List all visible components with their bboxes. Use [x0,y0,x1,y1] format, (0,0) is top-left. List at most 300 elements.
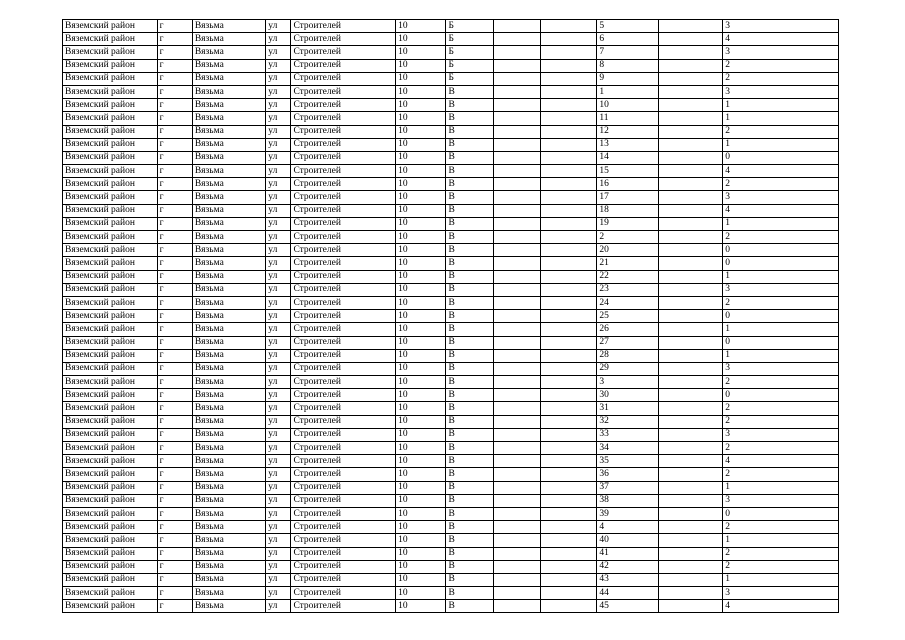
cell-building-letter: В [446,349,493,362]
cell-street-type: ул [266,349,291,362]
cell-empty-col-3 [658,72,722,85]
cell-residents-count: 3 [723,191,839,204]
cell-empty-col-1 [493,560,540,573]
cell-city: Вязьма [192,402,265,415]
cell-building-letter: В [446,507,493,520]
cell-residents-count: 1 [723,270,839,283]
cell-empty-col-3 [658,191,722,204]
cell-settlement-type: г [157,442,192,455]
cell-building-letter: В [446,481,493,494]
cell-street-type: ул [266,244,291,257]
cell-district: Вяземский район [63,46,158,59]
cell-street: Строителей [291,296,396,309]
cell-empty-col-2 [541,468,597,481]
cell-settlement-type: г [157,455,192,468]
cell-empty-col-2 [541,323,597,336]
cell-settlement-type: г [157,534,192,547]
cell-city: Вязьма [192,481,265,494]
cell-house-number: 10 [396,415,446,428]
cell-district: Вяземский район [63,191,158,204]
cell-empty-col-1 [493,138,540,151]
cell-empty-col-2 [541,507,597,520]
cell-street: Строителей [291,573,396,586]
cell-street-type: ул [266,389,291,402]
cell-residents-count: 0 [723,257,839,270]
cell-empty-col-1 [493,547,540,560]
cell-building-letter: В [446,191,493,204]
cell-house-number: 10 [396,376,446,389]
cell-street-type: ул [266,99,291,112]
cell-building-letter: В [446,270,493,283]
cell-house-number: 10 [396,283,446,296]
cell-empty-col-2 [541,257,597,270]
cell-settlement-type: г [157,178,192,191]
cell-house-number: 10 [396,231,446,244]
cell-apartment-number: 32 [597,415,658,428]
cell-building-letter: В [446,257,493,270]
cell-settlement-type: г [157,481,192,494]
cell-city: Вязьма [192,270,265,283]
cell-empty-col-1 [493,481,540,494]
cell-empty-col-3 [658,257,722,270]
cell-street: Строителей [291,20,396,33]
cell-residents-count: 3 [723,85,839,98]
cell-empty-col-3 [658,402,722,415]
cell-city: Вязьма [192,600,265,613]
cell-building-letter: В [446,99,493,112]
cell-building-letter: В [446,468,493,481]
cell-street: Строителей [291,468,396,481]
cell-empty-col-3 [658,204,722,217]
cell-building-letter: Б [446,20,493,33]
cell-street: Строителей [291,402,396,415]
cell-settlement-type: г [157,310,192,323]
cell-street-type: ул [266,231,291,244]
cell-empty-col-2 [541,244,597,257]
cell-street-type: ул [266,191,291,204]
cell-house-number: 10 [396,573,446,586]
cell-settlement-type: г [157,283,192,296]
cell-empty-col-3 [658,600,722,613]
cell-district: Вяземский район [63,455,158,468]
cell-empty-col-2 [541,428,597,441]
table-row [63,138,839,151]
cell-empty-col-2 [541,310,597,323]
cell-empty-col-2 [541,573,597,586]
cell-house-number: 10 [396,600,446,613]
cell-street-type: ул [266,165,291,178]
cell-empty-col-2 [541,231,597,244]
cell-city: Вязьма [192,507,265,520]
table-row [63,547,839,560]
cell-empty-col-1 [493,376,540,389]
cell-empty-col-2 [541,455,597,468]
cell-district: Вяземский район [63,547,158,560]
cell-street: Строителей [291,547,396,560]
cell-city: Вязьма [192,33,265,46]
cell-city: Вязьма [192,125,265,138]
cell-building-letter: В [446,534,493,547]
cell-city: Вязьма [192,362,265,375]
cell-apartment-number: 34 [597,442,658,455]
table-row [63,99,839,112]
cell-street: Строителей [291,428,396,441]
cell-residents-count: 1 [723,138,839,151]
cell-house-number: 10 [396,112,446,125]
cell-settlement-type: г [157,231,192,244]
cell-residents-count: 2 [723,376,839,389]
cell-street: Строителей [291,323,396,336]
cell-residents-count: 0 [723,151,839,164]
cell-street-type: ул [266,85,291,98]
cell-empty-col-2 [541,547,597,560]
cell-residents-count: 0 [723,310,839,323]
cell-empty-col-2 [541,138,597,151]
cell-district: Вяземский район [63,376,158,389]
cell-apartment-number: 35 [597,455,658,468]
cell-district: Вяземский район [63,138,158,151]
address-table [62,19,839,613]
cell-city: Вязьма [192,455,265,468]
cell-house-number: 10 [396,204,446,217]
cell-district: Вяземский район [63,296,158,309]
cell-building-letter: В [446,178,493,191]
cell-city: Вязьма [192,323,265,336]
cell-building-letter: В [446,283,493,296]
cell-building-letter: В [446,217,493,230]
cell-residents-count: 1 [723,573,839,586]
cell-building-letter: В [446,310,493,323]
cell-empty-col-3 [658,494,722,507]
cell-district: Вяземский район [63,217,158,230]
cell-empty-col-2 [541,521,597,534]
cell-residents-count: 1 [723,112,839,125]
cell-residents-count: 1 [723,481,839,494]
cell-apartment-number: 15 [597,165,658,178]
cell-settlement-type: г [157,415,192,428]
cell-settlement-type: г [157,507,192,520]
cell-street: Строителей [291,455,396,468]
cell-street-type: ул [266,112,291,125]
table-row [63,33,839,46]
cell-settlement-type: г [157,191,192,204]
cell-district: Вяземский район [63,99,158,112]
cell-empty-col-3 [658,178,722,191]
cell-city: Вязьма [192,336,265,349]
cell-apartment-number: 39 [597,507,658,520]
cell-city: Вязьма [192,231,265,244]
cell-house-number: 10 [396,59,446,72]
cell-settlement-type: г [157,20,192,33]
table-row [63,468,839,481]
table-row [63,178,839,191]
cell-apartment-number: 11 [597,112,658,125]
cell-residents-count: 2 [723,231,839,244]
cell-residents-count: 2 [723,442,839,455]
cell-empty-col-3 [658,310,722,323]
cell-empty-col-1 [493,59,540,72]
cell-building-letter: Б [446,33,493,46]
cell-empty-col-1 [493,310,540,323]
cell-street-type: ул [266,125,291,138]
cell-building-letter: В [446,112,493,125]
cell-empty-col-2 [541,442,597,455]
cell-apartment-number: 44 [597,587,658,600]
cell-building-letter: В [446,85,493,98]
cell-district: Вяземский район [63,442,158,455]
cell-apartment-number: 1 [597,85,658,98]
cell-settlement-type: г [157,587,192,600]
cell-apartment-number: 45 [597,600,658,613]
cell-empty-col-1 [493,587,540,600]
cell-empty-col-2 [541,20,597,33]
cell-building-letter: В [446,125,493,138]
cell-empty-col-2 [541,46,597,59]
cell-street-type: ул [266,310,291,323]
cell-settlement-type: г [157,560,192,573]
cell-residents-count: 0 [723,244,839,257]
cell-empty-col-3 [658,85,722,98]
cell-empty-col-1 [493,455,540,468]
cell-empty-col-3 [658,534,722,547]
cell-empty-col-3 [658,283,722,296]
cell-apartment-number: 23 [597,283,658,296]
cell-city: Вязьма [192,244,265,257]
cell-district: Вяземский район [63,560,158,573]
cell-empty-col-2 [541,217,597,230]
cell-building-letter: В [446,442,493,455]
cell-empty-col-2 [541,587,597,600]
cell-residents-count: 3 [723,46,839,59]
cell-city: Вязьма [192,560,265,573]
cell-empty-col-3 [658,587,722,600]
cell-empty-col-1 [493,521,540,534]
cell-empty-col-1 [493,151,540,164]
cell-street-type: ул [266,402,291,415]
table-row [63,600,839,613]
cell-residents-count: 2 [723,521,839,534]
cell-residents-count: 2 [723,415,839,428]
table-row [63,165,839,178]
cell-city: Вязьма [192,349,265,362]
cell-building-letter: Б [446,46,493,59]
cell-empty-col-1 [493,428,540,441]
cell-street: Строителей [291,85,396,98]
table-row [63,217,839,230]
cell-house-number: 10 [396,85,446,98]
cell-street-type: ул [266,323,291,336]
cell-apartment-number: 9 [597,72,658,85]
cell-street-type: ул [266,455,291,468]
cell-district: Вяземский район [63,481,158,494]
cell-street: Строителей [291,600,396,613]
cell-empty-col-1 [493,165,540,178]
cell-building-letter: В [446,362,493,375]
cell-empty-col-2 [541,112,597,125]
cell-district: Вяземский район [63,415,158,428]
cell-empty-col-1 [493,494,540,507]
cell-house-number: 10 [396,336,446,349]
cell-building-letter: В [446,336,493,349]
table-row [63,428,839,441]
table-row [63,587,839,600]
cell-empty-col-1 [493,231,540,244]
cell-settlement-type: г [157,59,192,72]
cell-street: Строителей [291,244,396,257]
cell-apartment-number: 25 [597,310,658,323]
table-row [63,270,839,283]
cell-apartment-number: 14 [597,151,658,164]
cell-empty-col-3 [658,442,722,455]
cell-settlement-type: г [157,468,192,481]
cell-street: Строителей [291,165,396,178]
cell-empty-col-1 [493,46,540,59]
cell-street-type: ул [266,521,291,534]
cell-district: Вяземский район [63,20,158,33]
cell-house-number: 10 [396,20,446,33]
cell-house-number: 10 [396,560,446,573]
cell-residents-count: 4 [723,165,839,178]
cell-building-letter: Б [446,59,493,72]
cell-apartment-number: 5 [597,20,658,33]
cell-empty-col-3 [658,165,722,178]
cell-empty-col-3 [658,507,722,520]
cell-empty-col-2 [541,270,597,283]
cell-empty-col-2 [541,494,597,507]
cell-street: Строителей [291,217,396,230]
table-row [63,349,839,362]
cell-house-number: 10 [396,507,446,520]
cell-house-number: 10 [396,217,446,230]
cell-empty-col-3 [658,20,722,33]
cell-empty-col-2 [541,481,597,494]
cell-residents-count: 3 [723,20,839,33]
cell-city: Вязьма [192,376,265,389]
cell-street: Строителей [291,336,396,349]
cell-street-type: ул [266,283,291,296]
cell-settlement-type: г [157,217,192,230]
cell-empty-col-2 [541,415,597,428]
cell-street: Строителей [291,231,396,244]
table-row [63,244,839,257]
cell-empty-col-1 [493,336,540,349]
cell-building-letter: В [446,244,493,257]
cell-house-number: 10 [396,323,446,336]
cell-empty-col-3 [658,112,722,125]
cell-empty-col-2 [541,534,597,547]
cell-apartment-number: 37 [597,481,658,494]
cell-empty-col-1 [493,270,540,283]
cell-residents-count: 3 [723,428,839,441]
cell-residents-count: 1 [723,323,839,336]
cell-empty-col-2 [541,336,597,349]
cell-street: Строителей [291,191,396,204]
cell-residents-count: 4 [723,455,839,468]
cell-empty-col-2 [541,178,597,191]
cell-district: Вяземский район [63,270,158,283]
cell-apartment-number: 42 [597,560,658,573]
cell-apartment-number: 26 [597,323,658,336]
cell-district: Вяземский район [63,310,158,323]
table-row [63,389,839,402]
cell-empty-col-1 [493,112,540,125]
cell-empty-col-3 [658,244,722,257]
cell-city: Вязьма [192,99,265,112]
cell-street-type: ул [266,587,291,600]
cell-street-type: ул [266,362,291,375]
cell-street-type: ул [266,46,291,59]
cell-street-type: ул [266,376,291,389]
cell-city: Вязьма [192,20,265,33]
cell-settlement-type: г [157,99,192,112]
cell-district: Вяземский район [63,178,158,191]
cell-street: Строителей [291,560,396,573]
table-row [63,231,839,244]
cell-settlement-type: г [157,376,192,389]
cell-empty-col-1 [493,389,540,402]
cell-street-type: ул [266,336,291,349]
cell-house-number: 10 [396,191,446,204]
cell-residents-count: 1 [723,217,839,230]
cell-apartment-number: 10 [597,99,658,112]
cell-settlement-type: г [157,165,192,178]
cell-empty-col-3 [658,415,722,428]
cell-empty-col-3 [658,33,722,46]
cell-apartment-number: 30 [597,389,658,402]
cell-empty-col-2 [541,151,597,164]
cell-city: Вязьма [192,138,265,151]
cell-residents-count: 4 [723,600,839,613]
cell-residents-count: 2 [723,59,839,72]
cell-building-letter: В [446,415,493,428]
cell-empty-col-2 [541,389,597,402]
cell-residents-count: 2 [723,560,839,573]
table-row [63,20,839,33]
cell-empty-col-1 [493,283,540,296]
cell-building-letter: В [446,587,493,600]
cell-apartment-number: 27 [597,336,658,349]
cell-city: Вязьма [192,165,265,178]
cell-street: Строителей [291,270,396,283]
cell-district: Вяземский район [63,336,158,349]
cell-district: Вяземский район [63,468,158,481]
cell-district: Вяземский район [63,521,158,534]
cell-apartment-number: 2 [597,231,658,244]
cell-empty-col-3 [658,389,722,402]
cell-empty-col-2 [541,296,597,309]
cell-district: Вяземский район [63,323,158,336]
cell-district: Вяземский район [63,151,158,164]
table-row [63,310,839,323]
cell-street: Строителей [291,125,396,138]
cell-house-number: 10 [396,402,446,415]
cell-city: Вязьма [192,112,265,125]
cell-street-type: ул [266,560,291,573]
cell-empty-col-2 [541,600,597,613]
cell-street-type: ул [266,428,291,441]
cell-empty-col-2 [541,560,597,573]
cell-street: Строителей [291,587,396,600]
cell-apartment-number: 24 [597,296,658,309]
cell-empty-col-2 [541,402,597,415]
cell-empty-col-1 [493,442,540,455]
table-row [63,534,839,547]
cell-empty-col-2 [541,283,597,296]
cell-apartment-number: 6 [597,33,658,46]
cell-street: Строителей [291,178,396,191]
cell-empty-col-1 [493,72,540,85]
cell-house-number: 10 [396,481,446,494]
